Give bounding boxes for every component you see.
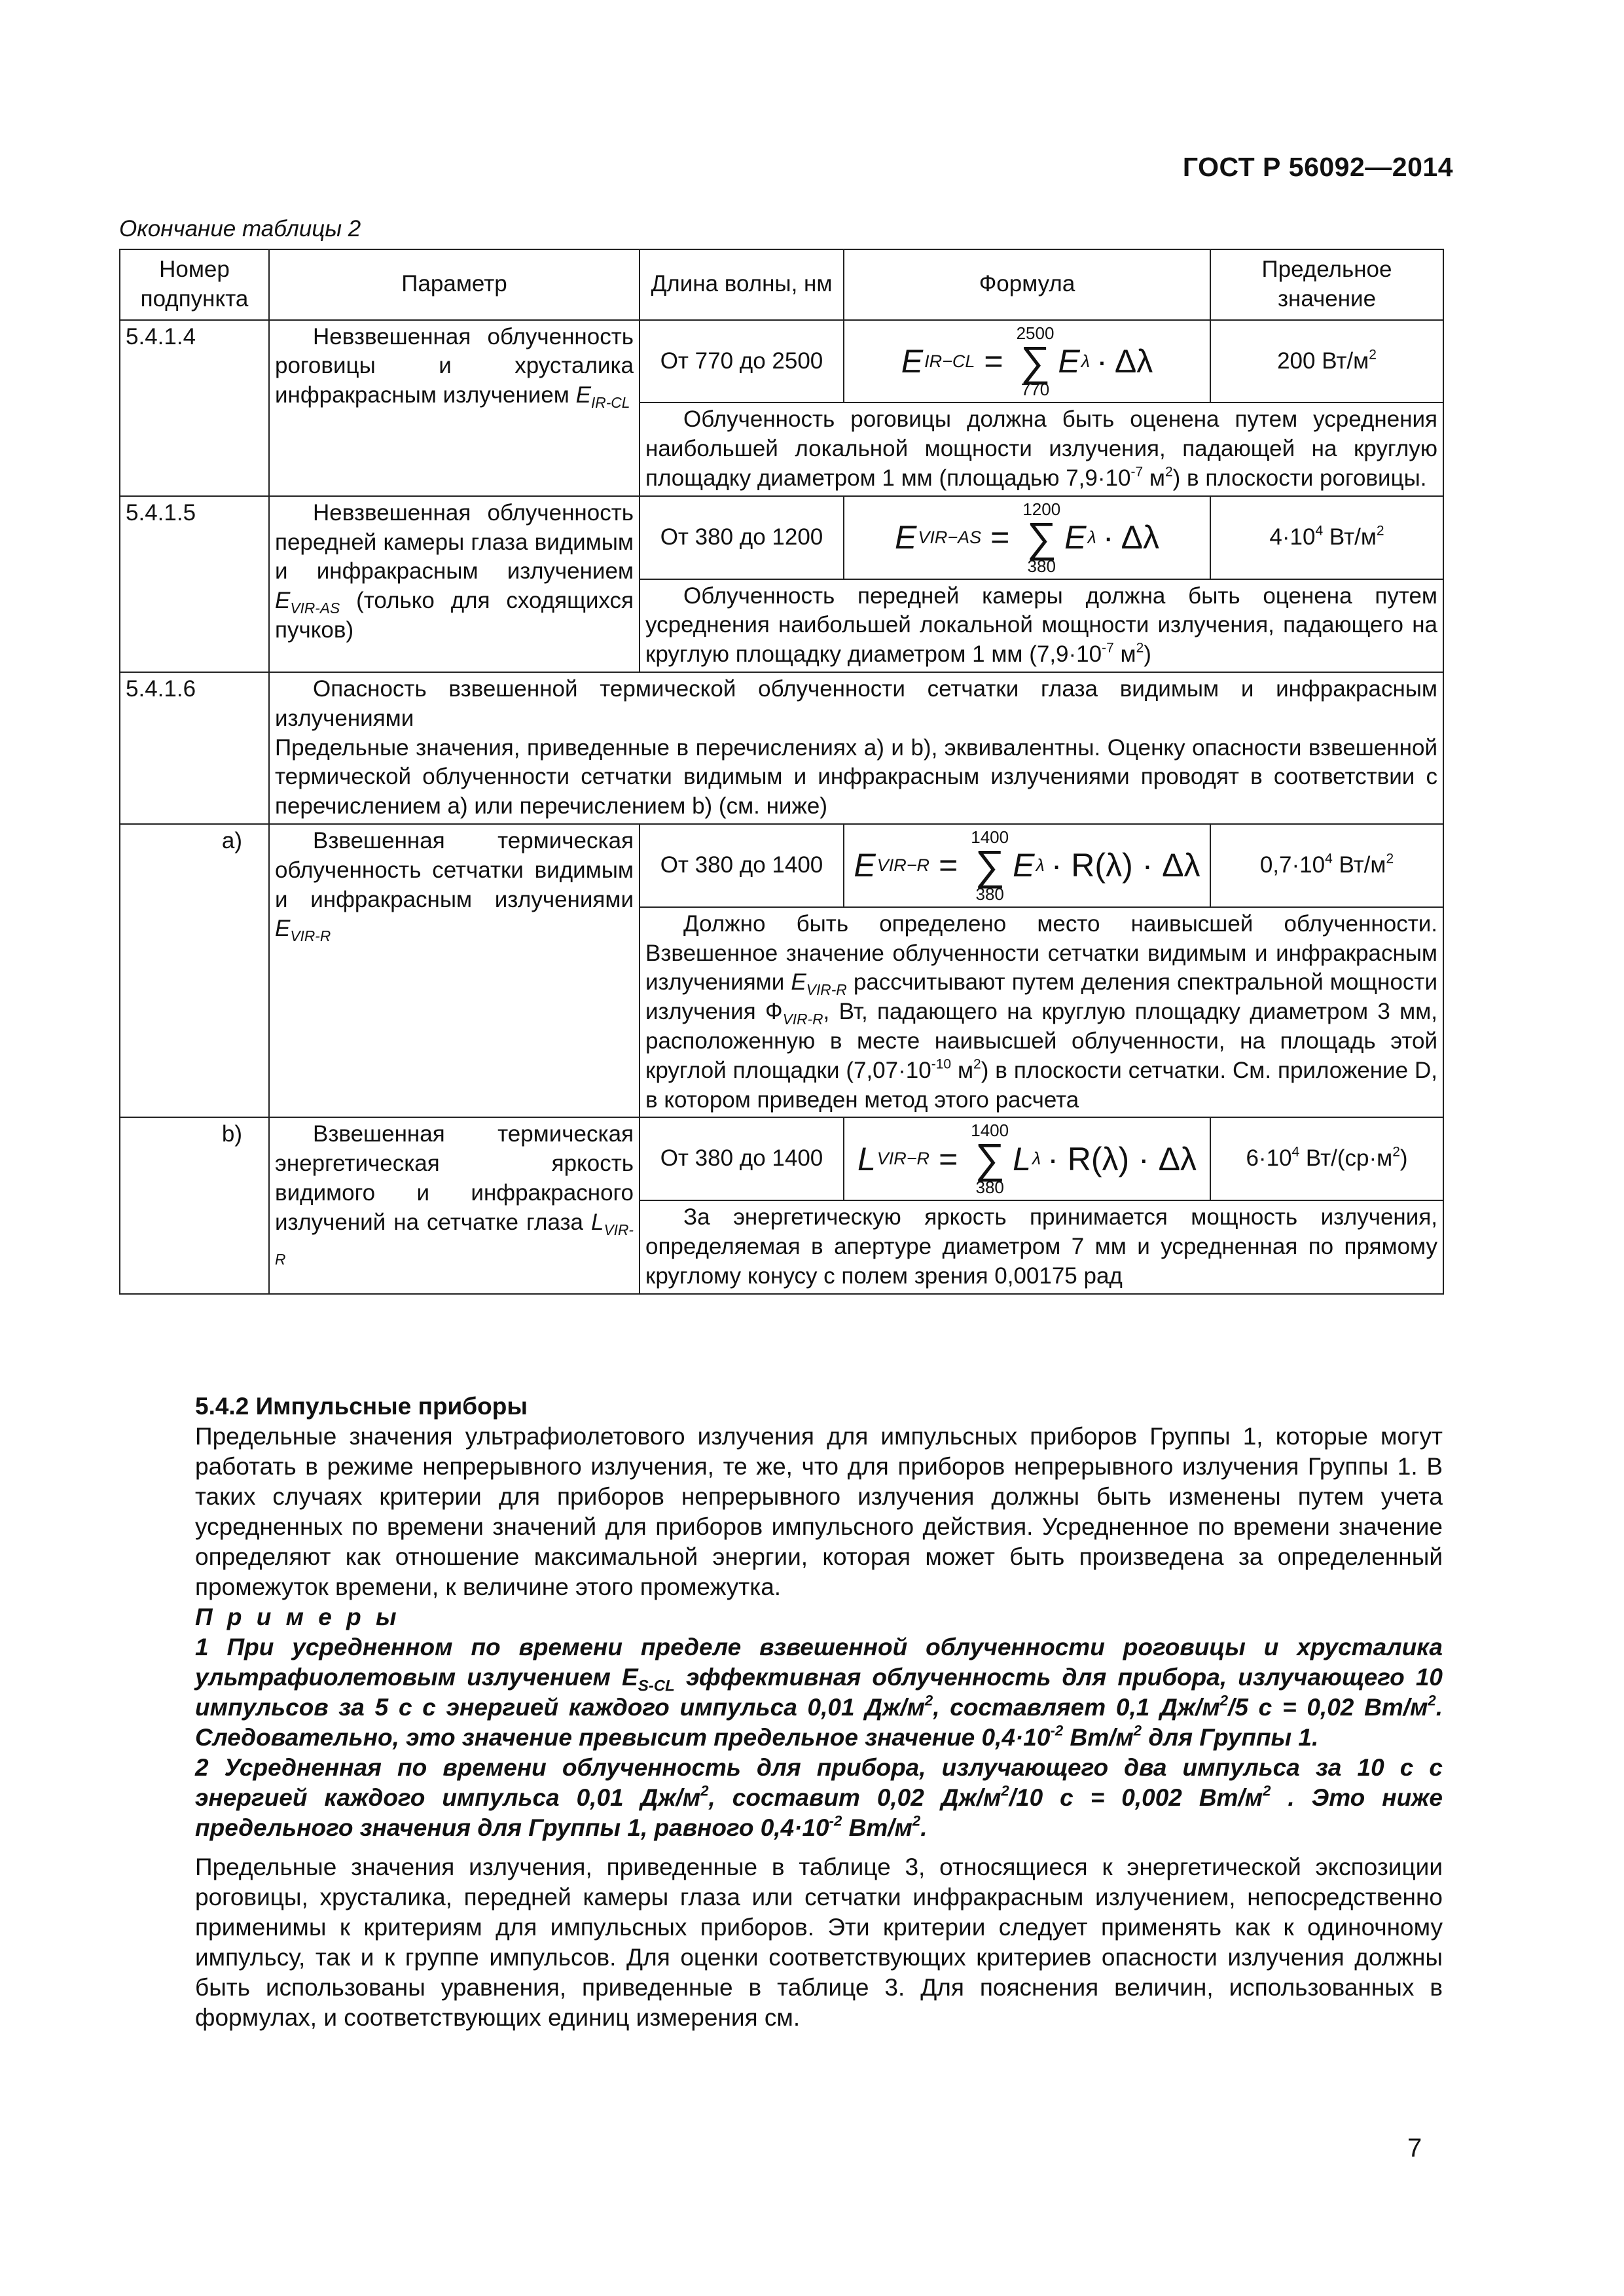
row-parameter: Взвешенная термическая энергетическая яркость видимого и инфракрасного излучений на сетчатке глаза $L_{VIR-R}$: [269, 1117, 640, 1293]
table-row: [120, 1117, 1443, 1200]
page-number: 7: [1407, 2134, 1422, 2162]
row-number: b): [120, 1117, 269, 1293]
row-limit: $4\cdot 10^4$ $Вт/м^2$: [1210, 496, 1443, 579]
row-formula: E VIR−R = 1400 ∑ 380 E λ · R(λ) · Δλ: [844, 824, 1210, 907]
header-wavelength: Длина волны, нм: [640, 249, 844, 320]
row-number: 5.4.1.6: [120, 672, 269, 824]
row-formula: L VIR−R = 1400 ∑ 380 L λ · R(λ) · Δλ: [844, 1117, 1210, 1200]
example-2: 2 Усредненная по времени облученность для прибора, излучающего два импульса за 10 с с энергией каждого импульса 0,01 $Дж/м^2$, составит 0,02 $Дж/м^2/10$ с = 0,002 $Вт/м^2$ . Это ниже предельного значения для Группы 1, равного $0,4\cdot 10^{-2}$ $Вт/м^2$.: [195, 1754, 1443, 1841]
row-wavelength: От 380 до 1200: [640, 496, 844, 579]
table-header-row: [120, 249, 1443, 320]
header-formula: Формула: [844, 249, 1210, 320]
row-wavelength: От 770 до 2500: [640, 320, 844, 403]
paragraph: Предельные значения излучения, приведенные в таблице 3, относящиеся к энергетической экспозиции роговицы, хрусталика, передней камеры глаза или сетчатки инфракрасным излучением, непосредственно применимы к критериям для импульсных приборов. Эти критерии следует применять как к одиночному импульсу, так и к группе импульсов. Для оценки соответствующих критериев опасности излучения должны быть использованы уравнения, приведенные в таблице 3. Для пояснения величин, использованных в формулах, и соответствующих единиц измерения см.: [195, 1854, 1443, 2031]
document-code: ГОСТ Р 56092—2014: [1182, 152, 1453, 182]
row-number: a): [120, 824, 269, 1117]
example-1: 1 При усредненном по времени пределе взвешенной облученности роговицы и хрусталика ультрафиолетовым излучением $E_{S-CL}$ эффективная облученность для прибора, излучающего 10 импульсов за 5 с с энергией каждого импульса 0,01 $Дж/м^2$, составляет 0,1 $Дж/м^2/5$ с = 0,02 $Вт/м^2$. Следовательно, это значение превысит предельное значение $0,4\cdot 10^{-2}$ $Вт/м^2$ для Группы 1.: [195, 1634, 1443, 1751]
section-heading: 5.4.2 Импульсные приборы: [195, 1393, 528, 1420]
row-formula: E IR−CL = 2500 ∑ 770 E λ · Δλ: [844, 320, 1210, 403]
row-wavelength: От 380 до 1400: [640, 1117, 844, 1200]
row-description: Опасность взвешенной термической облученности сетчатки глаза видимым и инфракрасным излучениями Предельные значения, приведенные в перечислениях a) и b), эквивалентны. Оценку опасности взвешенной термической облученности сетчатки видимым и инфракрасным излучениями проводят в соответствии с перечислением a) или перечислением b) (см. ниже): [269, 672, 1443, 824]
row-limit: $6\cdot 10^4$ $Вт/(ср\cdot м^2)$: [1210, 1117, 1443, 1200]
table-row: [120, 824, 1443, 907]
examples-title: П р и м е р ы: [195, 1604, 401, 1630]
row-formula: E VIR−AS = 1200 ∑ 380 E λ · Δλ: [844, 496, 1210, 579]
row-note: За энергетическую яркость принимается мощность излучения, определяемая в апертуре диаметром 7 мм и усредненная по прямому круглому конусу с полем зрения 0,00175 рад: [640, 1200, 1443, 1293]
paragraph: Предельные значения ультрафиолетового излучения для импульсных приборов Группы 1, которые могут работать в режиме непрерывного излучения, те же, что для приборов непрерывного излучения Группы 1. В таких случаях критерии для приборов непрерывного излучения должны быть изменены путем учета усредненных по времени значений для приборов импульсного действия. Усредненное по времени значение определяют как отношение максимальной энергии, которая может быть произведена за определенный промежуток времени, к величине этого промежутка.: [195, 1423, 1443, 1600]
row-parameter: Невзвешенная облученность передней камеры глаза видимым и инфракрасным излучением $E_{VIR-AS}$ (только для сходящихся пучков): [269, 496, 640, 672]
row-limit: $0,7\cdot 10^4$ $Вт/м^2$: [1210, 824, 1443, 907]
row-parameter: Взвешенная термическая облученность сетчатки видимым и инфракрасным излучениями $E_{VIR-R}$: [269, 824, 640, 1117]
header-parameter: Параметр: [269, 249, 640, 320]
table-row: [120, 496, 1443, 579]
header-number: Номер подпункта: [120, 249, 269, 320]
header-limit: Предельное значение: [1210, 249, 1443, 320]
row-note: Облученность роговицы должна быть оценена путем усреднения наибольшей локальной мощности излучения, падающей на круглую площадку диаметром 1 мм (площадью $7,9\cdot 10^{-7}$ $м^2$) в плоскости роговицы.: [640, 403, 1443, 495]
row-note: Облученность передней камеры должна быть оценена путем усреднения наибольшей локальной мощности излучения, падающего на круглую площадку диаметром 1 мм ($7,9\cdot 10^{-7}$ $м^2$): [640, 579, 1443, 672]
limits-table: [119, 249, 1444, 1295]
row-number: 5.4.1.5: [120, 496, 269, 672]
row-parameter: Невзвешенная облученность роговицы и хрусталика инфракрасным излучением $E_{IR-CL}$: [269, 320, 640, 496]
table-row: [120, 320, 1443, 403]
row-number: 5.4.1.4: [120, 320, 269, 496]
row-note: Должно быть определено место наивысшей облученности. Взвешенное значение облученности сетчатки видимым и инфракрасным излучениями $E_{VIR-R}$ рассчитывают путем деления спектральной мощности излучения $Ф_{VIR-R}$, Вт, падающего на круглую площадку диаметром 3 мм, расположенную в месте наивысшей облученности, на площадь этой круглой площадки ($7,07\cdot 10^{-10}$ $м^2$) в плоскости сетчатки. См. приложение D, в котором приведен метод этого расчета: [640, 907, 1443, 1118]
table-caption: Окончание таблицы 2: [119, 216, 361, 242]
row-wavelength: От 380 до 1400: [640, 824, 844, 907]
section-body: [119, 1391, 1443, 2033]
table-row: [120, 672, 1443, 824]
row-limit: 200 $Вт/м^2$: [1210, 320, 1443, 403]
